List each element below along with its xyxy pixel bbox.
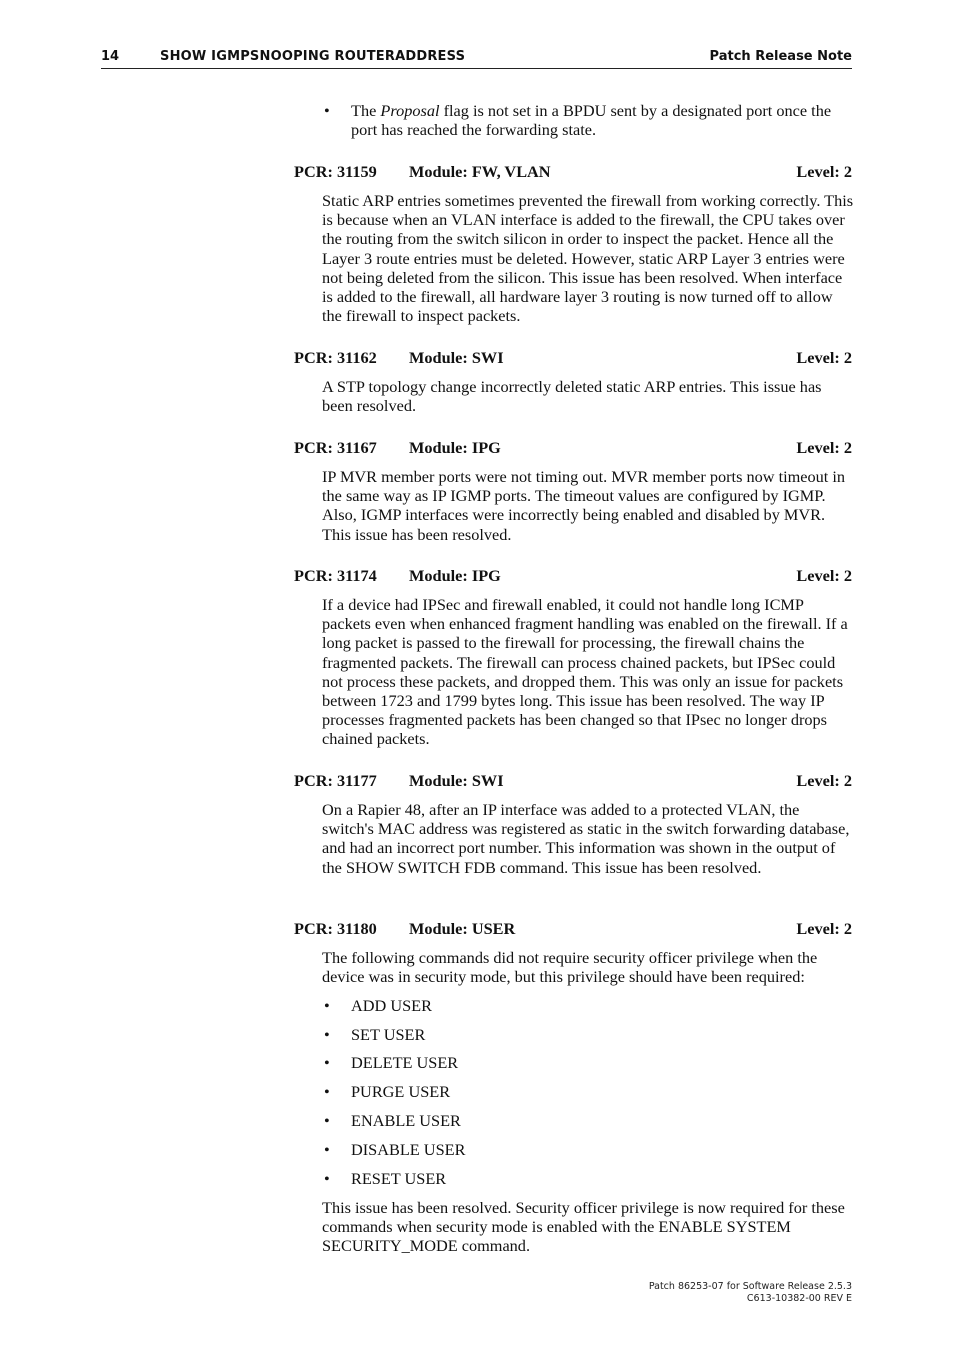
bullet-dot: •: [324, 1140, 330, 1159]
pcr-description-31177: On a Rapier 48, after an IP interface was added to a protected VLAN, the switch's MAC address was registered as static in the switch forwarding database, and had an incorrect port number. This information was shown in the output of the SHOW SWITCH FDB command. This issue has been resolved.: [322, 800, 850, 877]
pcr-level: Level: 2: [796, 348, 852, 367]
pcr-level: Level: 2: [796, 919, 852, 938]
footer-patch-line: Patch 86253-07 for Software Release 2.5.3: [648, 1281, 852, 1292]
bullet-dot: •: [324, 996, 330, 1015]
pcr-heading-31167: [294, 438, 852, 458]
pcr-module: Module: USER: [409, 919, 516, 938]
document-title: Patch Release Note: [709, 49, 852, 64]
pcr-description-31159: Static ARP entries sometimes prevented the firewall from working correctly. This is because when an VLAN interface is added to the firewall, the CPU takes over the routing from the switch silicon in order to inspect the packet. Hence all the Layer 3 route entries must be deleted. However, static ARP Layer 3 entries were not being deleted from the silicon. This issue has been resolved. When interface is added to the firewall, all hardware layer 3 routing is now turned off to allow the firewall to inspect packets.: [322, 191, 854, 326]
pcr-number: PCR: 31159: [294, 162, 377, 181]
pcr-module: Module: FW, VLAN: [409, 162, 551, 181]
bullet-dot: •: [324, 1082, 330, 1101]
command-name: DELETE USER: [351, 1053, 459, 1072]
pcr-module: Module: IPG: [409, 566, 501, 585]
pcr-level: Level: 2: [796, 438, 852, 457]
pcr-number: PCR: 31167: [294, 438, 377, 457]
pcr-level: Level: 2: [796, 771, 852, 790]
pcr-number: PCR: 31180: [294, 919, 377, 938]
pcr-description-31162: A STP topology change incorrectly deleted static ARP entries. This issue has been resolved.: [322, 377, 822, 416]
pcr-heading-31159: [294, 162, 852, 182]
command-name: DISABLE USER: [351, 1140, 466, 1159]
section-title: SHOW IGMPSNOOPING ROUTERADDRESS: [160, 49, 466, 64]
command-name: SET USER: [351, 1025, 426, 1044]
command-name: RESET USER: [351, 1169, 447, 1188]
pcr-number: PCR: 31174: [294, 566, 377, 585]
pcr-heading-31177: [294, 771, 852, 791]
pcr-heading-31180: [294, 919, 852, 939]
pcr-module: Module: SWI: [409, 771, 504, 790]
command-name: PURGE USER: [351, 1082, 451, 1101]
pcr-description-31167: IP MVR member ports were not timing out. MVR member ports now timeout in the same way as IP IGMP ports. The timeout values are configured by IGMP. Also, IGMP interfaces were incorrectly being enabled and disabled by MVR. This issue has been resolved.: [322, 467, 846, 544]
bullet-dot: •: [324, 1053, 330, 1072]
pcr-level: Level: 2: [796, 162, 852, 181]
pcr-level: Level: 2: [796, 566, 852, 585]
bullet-dot: •: [324, 1025, 330, 1044]
intro-bullet-text: The Proposal flag is not set in a BPDU sent by a designated port once the port has reached the forwarding state.: [351, 101, 832, 140]
command-name: ADD USER: [351, 996, 432, 1015]
pcr-number: PCR: 31177: [294, 771, 377, 790]
pcr-module: Module: IPG: [409, 438, 501, 457]
bullet-dot: •: [324, 1169, 330, 1188]
pcr-module: Module: SWI: [409, 348, 504, 367]
command-name: ENABLE USER: [351, 1111, 461, 1130]
pcr-heading-31174: [294, 566, 852, 586]
bullet-dot: •: [324, 1111, 330, 1130]
pcr-number: PCR: 31162: [294, 348, 377, 367]
pcr-description-31180: The following commands did not require security officer privilege when the device was in security mode, but this privilege should have been required:: [322, 948, 818, 987]
footer-doc-number: C613-10382-00 REV E: [746, 1293, 852, 1304]
pcr-description-31174: If a device had IPSec and firewall enabled, it could not handle long ICMP packets even when enhanced fragment handling was enabled on the firewall. If a long packet is passed to the firewall for processing, the firewall chains the fragmented packets. The firewall can process chained packets, but IPSec could not process these packets, and dropped them. This was only an issue for packets between 1723 and 1799 bytes long. This issue has been resolved. The way IP processes fragmented packets has been changed so that IPsec no longer drops chained packets.: [322, 595, 848, 749]
proposal-italic: Proposal: [380, 101, 440, 120]
bullet-dot: •: [324, 101, 330, 120]
page-footer: [649, 1281, 852, 1305]
page-number: 14: [101, 49, 120, 64]
pcr-resolution-31180: This issue has been resolved. Security officer privilege is now required for these commands when security mode is enabled with the ENABLE SYSTEM SECURITY_MODE command.: [322, 1198, 845, 1256]
pcr-heading-31162: [294, 348, 852, 368]
page-header: [101, 47, 852, 69]
